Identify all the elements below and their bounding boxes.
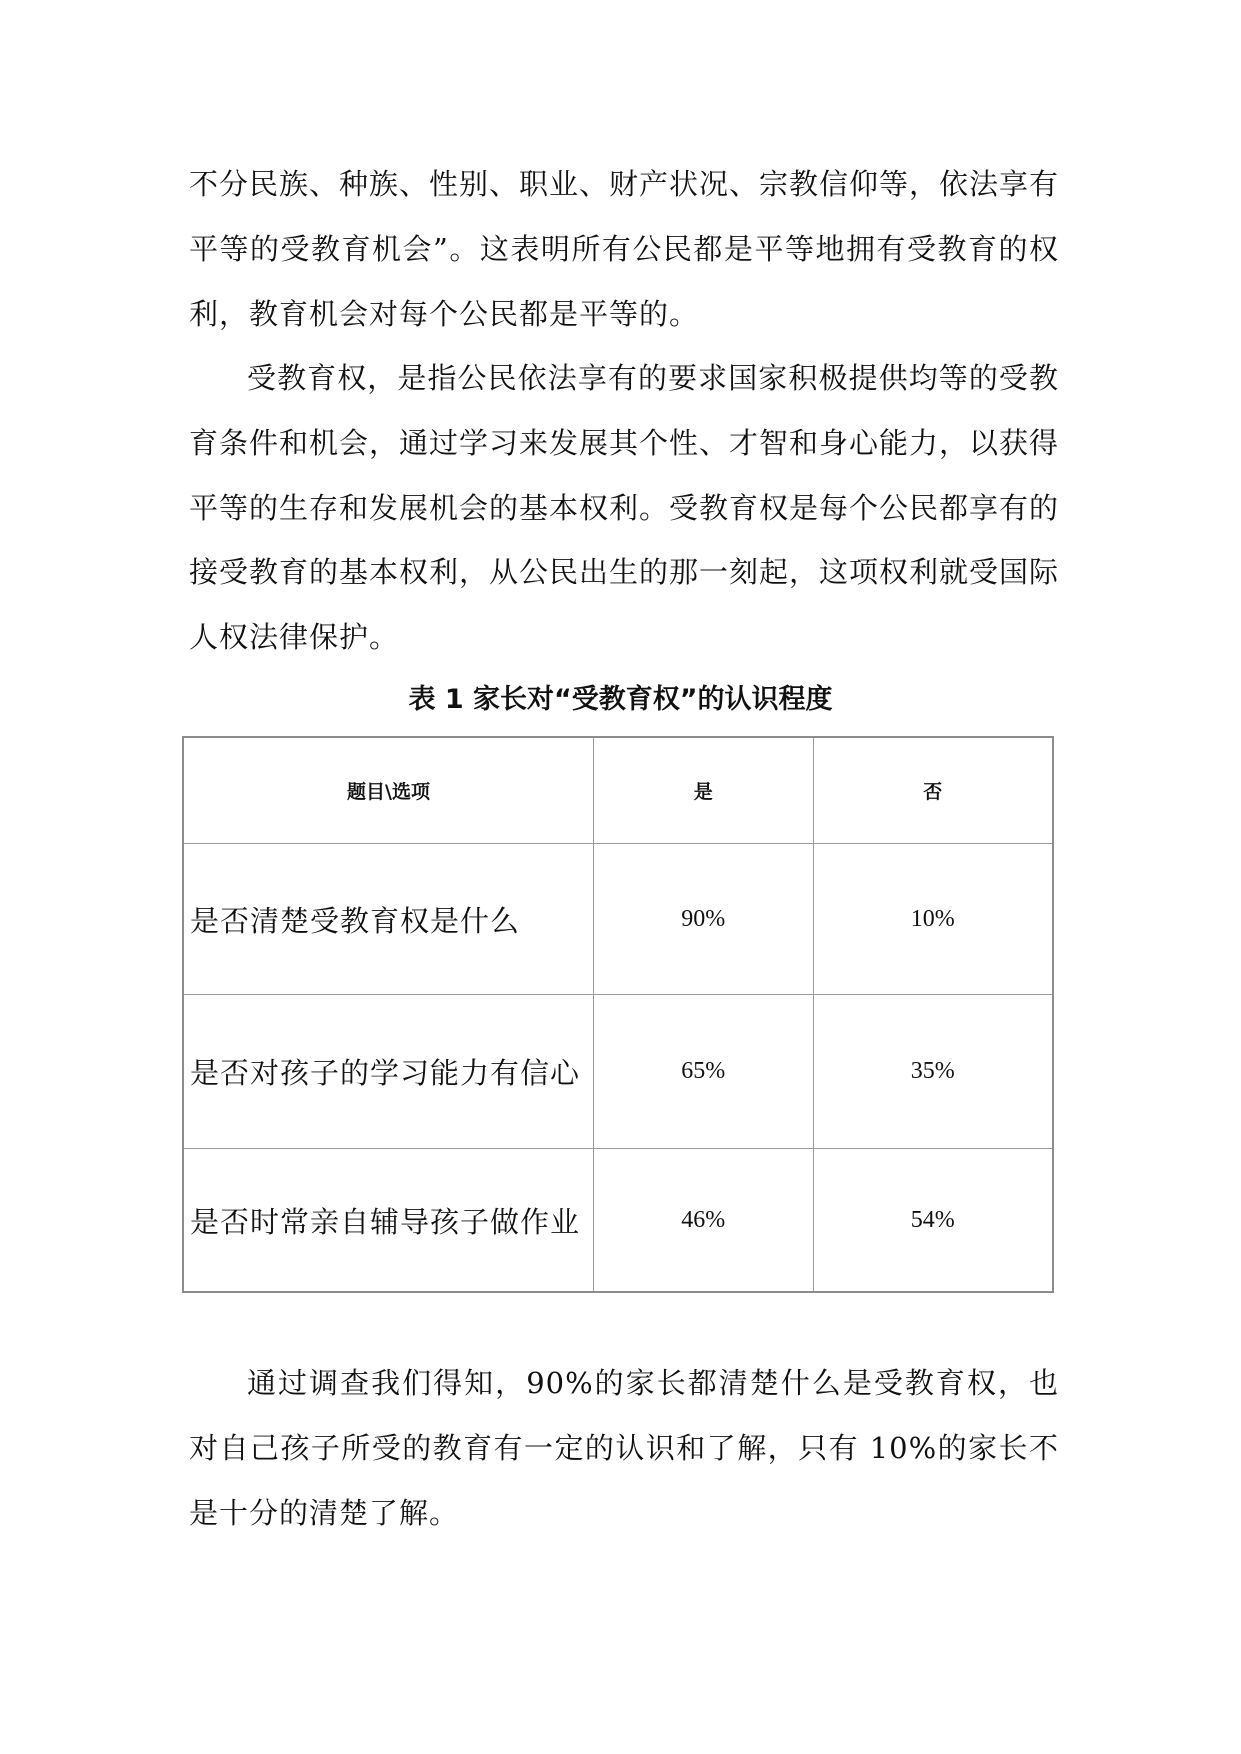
row-question: 是否对孩子的学习能力有信心 [183,995,593,1149]
table-row [183,844,1053,995]
table-header-row [183,737,1053,844]
table-row [183,1149,1053,1293]
row-yes-value: 65% [593,995,813,1149]
row-no-value: 10% [813,844,1053,995]
header-no: 否 [813,737,1053,844]
row-yes-value: 90% [593,844,813,995]
survey-table [182,736,1054,1293]
header-question: 题目\选项 [183,737,593,844]
row-question: 是否时常亲自辅导孩子做作业 [183,1149,593,1293]
table-caption: 表 1 家长对“受教育权”的认识程度 [408,684,833,715]
row-no-value: 54% [813,1149,1053,1293]
row-yes-value: 46% [593,1149,813,1293]
table-row [183,995,1053,1149]
paragraph-right-to-education-definition: 受教育权，是指公民依法享有的要求国家积极提供均等的受教育条件和机会，通过学习来发展其个性、才智和身心能力，以获得平等的生存和发展机会的基本权利。受教育权是每个公民都享有的接受教育的基本权利，从公民出生的那一刻起，这项权利就受国际人权法律保护。 [189,361,1060,655]
row-question: 是否清楚受教育权是什么 [183,844,593,995]
paragraph-equal-education-opportunity: 不分民族、种族、性别、职业、财产状况、宗教信仰等，依法享有平等的受教育机会”。这表明所有公民都是平等地拥有受教育的权利，教育机会对每个公民都是平等的。 [189,167,1060,331]
paragraph-survey-conclusion: 通过调查我们得知，90%的家长都清楚什么是受教育权，也对自己孩子所受的教育有一定的认识和了解，只有 10%的家长不是十分的清楚了解。 [189,1366,1059,1530]
header-yes: 是 [593,737,813,844]
row-no-value: 35% [813,995,1053,1149]
